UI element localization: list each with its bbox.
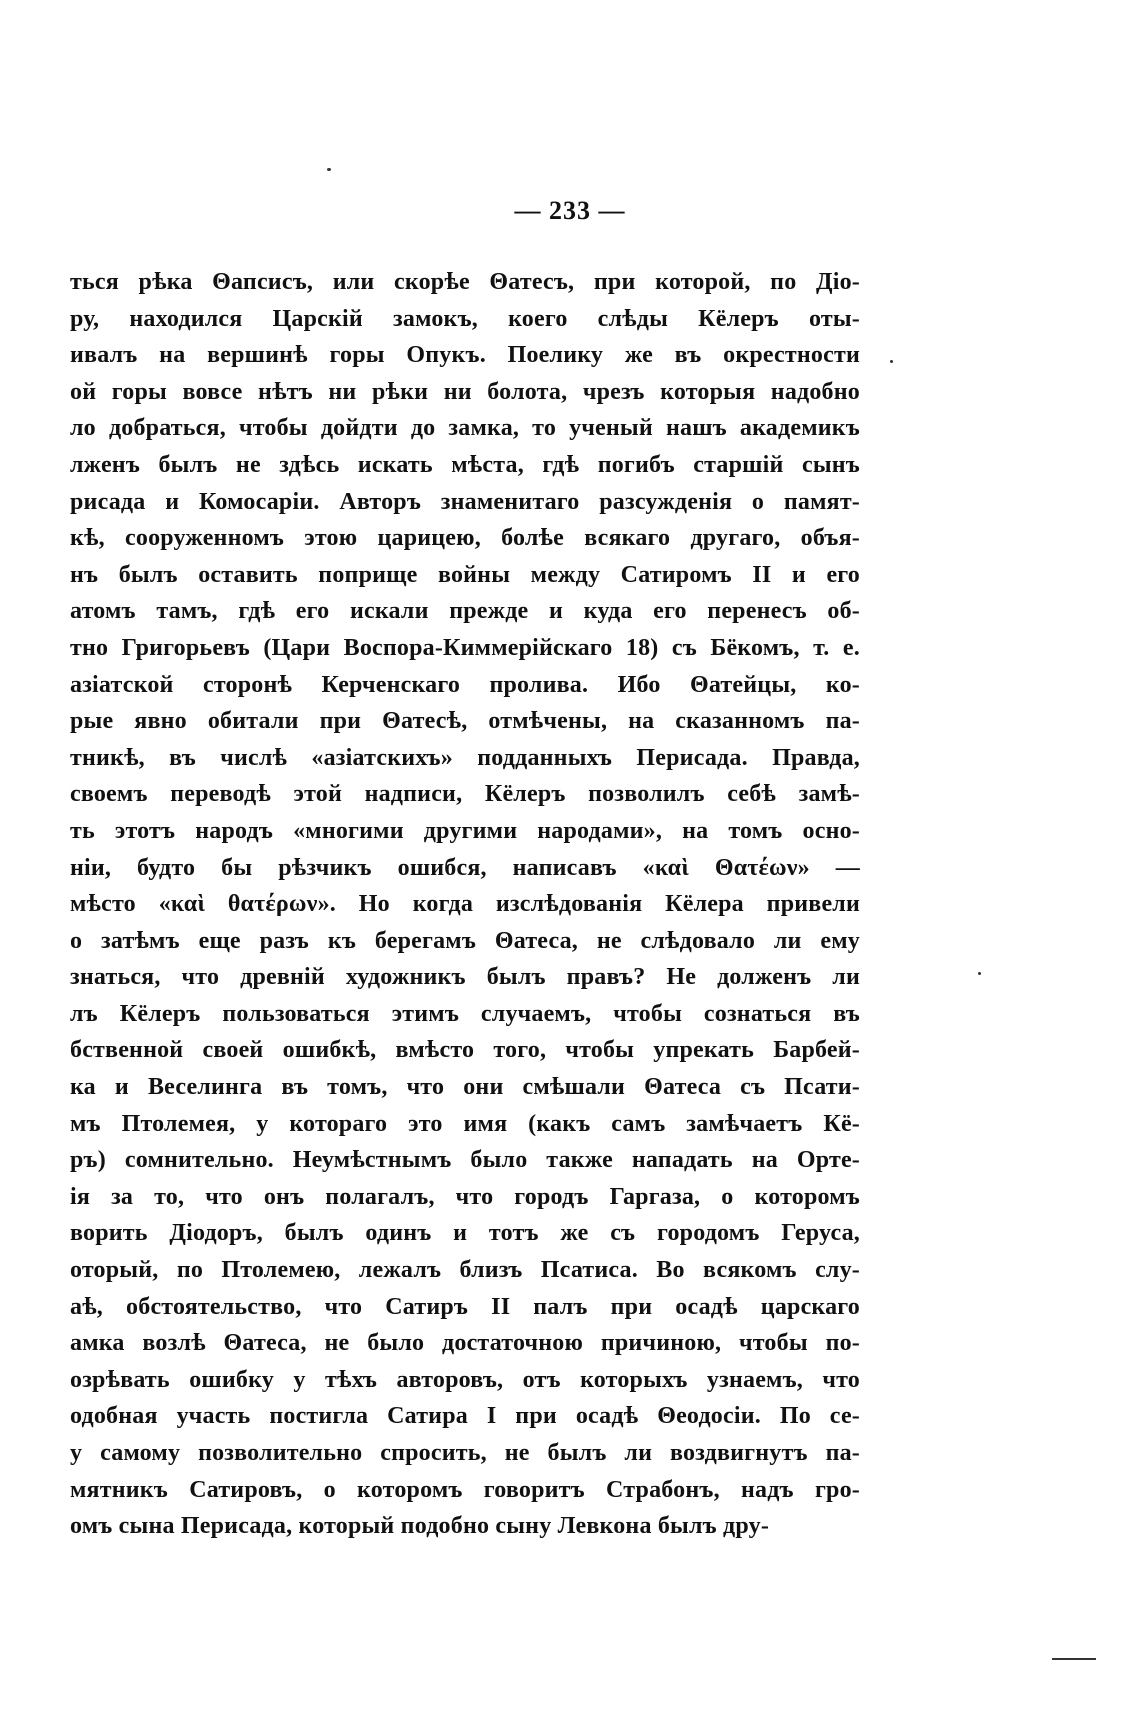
text-line: ніи, будто бы рѣзчикъ ошибся, написавъ «καὶ Θατέων» — (70, 854, 860, 881)
text-line: аѣ, обстоятельство, что Сатиръ II палъ при осадѣ царскаго (70, 1293, 860, 1320)
text-line: ръ) сомнительно. Неумѣстнымъ было также нападать на Орте- (70, 1147, 860, 1174)
text-line: знаться, что древній художникъ былъ правъ? Не долженъ ли (70, 964, 860, 991)
text-line: атомъ тамъ, гдѣ его искали прежде и куда его перенесъ об- (70, 598, 860, 625)
page-number: — 233 — (514, 196, 626, 225)
scan-speck (327, 168, 331, 171)
text-line: рые явно обитали при Θатесѣ, отмѣчены, на сказанномъ па- (70, 708, 860, 735)
scan-speck (890, 360, 893, 363)
text-line: ться рѣка Θапсисъ, или скорѣе Θатесъ, при которой, по Діо- (70, 269, 860, 295)
body-text (70, 264, 860, 1545)
text-line: мятникъ Сатировъ, о которомъ говоритъ Страбонъ, надъ гро- (70, 1476, 860, 1503)
text-line: амка возлѣ Θатеса, не было достаточною причиною, чтобы по- (70, 1330, 860, 1357)
text-line: ивалъ на вершинѣ горы Опукъ. Поелику же въ окрестности (70, 342, 860, 369)
text-line: лженъ былъ не здѣсь искать мѣста, гдѣ погибъ старшій сынъ (70, 451, 860, 478)
scan-speck (978, 972, 981, 975)
text-line: ка и Веселинга въ томъ, что они смѣшали Θатеса съ Псати- (70, 1074, 860, 1101)
text-line: кѣ, сооруженномъ этою царицею, болѣе всякаго другаго, объя- (70, 525, 860, 552)
text-line: о затѣмъ еще разъ къ берегамъ Θатеса, не слѣдовало ли ему (70, 927, 860, 954)
text-line: бственной своей ошибкѣ, вмѣсто того, чтобы упрекать Барбей- (70, 1037, 860, 1064)
text-line: тно Григорьевъ (Цари Воспора-Киммерійскаго 18) съ Бёкомъ, т. е. (70, 634, 860, 661)
text-line: рисада и Комосаріи. Авторъ знаменитаго разсужденія о памят- (70, 488, 860, 515)
text-line: азіатской сторонѣ Керченскаго пролива. Ибо Θатейцы, ко- (70, 671, 860, 698)
scan-edge-mark (1052, 1658, 1096, 1660)
text-line: ло добраться, чтобы дойдти до замка, то ученый нашъ академикъ (70, 415, 860, 442)
text-line: нъ былъ оставить поприще войны между Сатиромъ II и его (70, 561, 860, 588)
text-line: своемъ переводѣ этой надписи, Кёлеръ позволилъ себѣ замѣ- (70, 781, 860, 808)
text-line: омъ сына Перисада, который подобно сыну Левкона былъ дру- (70, 1513, 770, 1540)
text-line: мъ Птолемея, у котораго это имя (какъ самъ замѣчаетъ Кё- (70, 1110, 860, 1137)
text-line: озрѣвать ошибку у тѣхъ авторовъ, отъ которыхъ узнаемъ, что (70, 1366, 860, 1393)
text-line: у самому позволительно спросить, не былъ ли воздвигнутъ па- (70, 1440, 860, 1466)
text-line: оторый, по Птолемею, лежалъ близъ Псатиса. Во всякомъ слу- (70, 1257, 860, 1284)
text-line: одобная участь постигла Сатира I при осадѣ Θеодосіи. По се- (70, 1403, 860, 1430)
text-line: лъ Кёлеръ пользоваться этимъ случаемъ, чтобы сознаться въ (70, 1000, 860, 1027)
text-line: ворить Діодоръ, былъ одинъ и тотъ же съ городомъ Геруса, (70, 1220, 860, 1247)
text-line: ть этотъ народъ «многими другими народами», на томъ осно- (70, 817, 860, 844)
text-line: тникѣ, въ числѣ «азіатскихъ» подданныхъ Перисада. Правда, (70, 744, 860, 771)
text-line: ія за то, что онъ полагалъ, что городъ Гаргаза, о которомъ (70, 1183, 860, 1210)
text-line: ру, находился Царскій замокъ, коего слѣды Кёлеръ оты- (70, 305, 860, 332)
text-line: ой горы вовсе нѣтъ ни рѣки ни болота, чрезъ которыя надобно (70, 378, 860, 405)
text-line: мѣсто «καὶ θατέρων». Но когда изслѣдованія Кёлера привели (70, 891, 860, 918)
